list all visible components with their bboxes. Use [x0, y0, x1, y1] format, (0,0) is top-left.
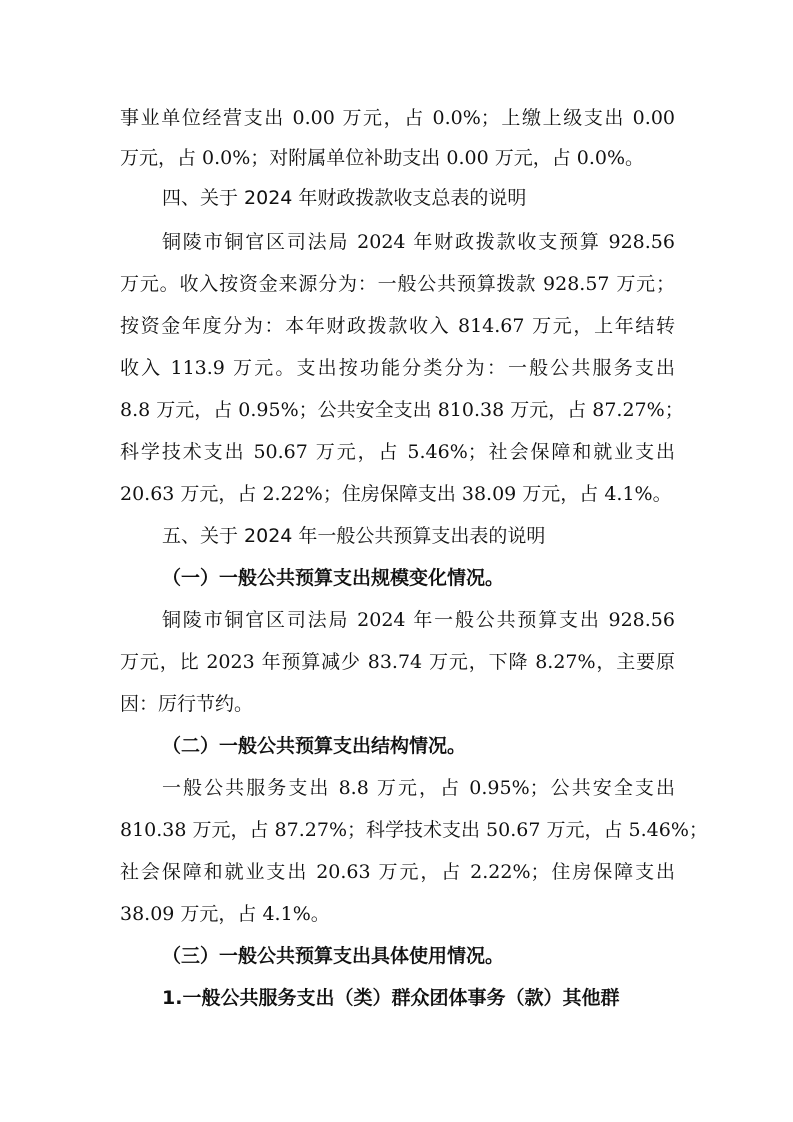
- paragraph-line: 因：厉行节约。: [120, 693, 254, 715]
- item-heading-1: 1.一般公共服务支出（类）群众团体事务（款）其他群: [162, 987, 620, 1009]
- paragraph-line: 万元，占 0.0%；对附属单位补助支出 0.00 万元，占 0.0%。: [120, 147, 645, 169]
- paragraph-line: 铜陵市铜官区司法局 2024 年一般公共预算支出 928.56: [162, 609, 675, 631]
- section-heading-4: 四、关于 2024 年财政拨款收支总表的说明: [162, 187, 527, 209]
- paragraph-line: 收入 113.9 万元。支出按功能分类分为：一般公共服务支出: [120, 357, 675, 379]
- paragraph-line: 万元。收入按资金来源分为：一般公共预算拨款 928.57 万元；: [120, 273, 675, 295]
- paragraph-line: 8.8 万元，占 0.95%；公共安全支出 810.38 万元，占 87.27%；: [120, 399, 684, 421]
- paragraph-line: 社会保障和就业支出 20.63 万元，占 2.22%；住房保障支出: [120, 861, 675, 883]
- subsection-heading-1: （一）一般公共预算支出规模变化情况。: [162, 567, 505, 589]
- subsection-heading-2: （二）一般公共预算支出结构情况。: [162, 735, 467, 757]
- paragraph-line: 科学技术支出 50.67 万元，占 5.46%；社会保障和就业支出: [120, 441, 675, 463]
- paragraph-line: 事业单位经营支出 0.00 万元，占 0.0%；上缴上级支出 0.00: [120, 107, 675, 129]
- paragraph-line: 一般公共服务支出 8.8 万元，占 0.95%；公共安全支出: [162, 777, 675, 799]
- paragraph-line: 38.09 万元，占 4.1%。: [120, 903, 330, 925]
- subsection-heading-3: （三）一般公共预算支出具体使用情况。: [162, 945, 505, 967]
- paragraph-line: 铜陵市铜官区司法局 2024 年财政拨款收支预算 928.56: [162, 231, 675, 253]
- paragraph-line: 万元，比 2023 年预算减少 83.74 万元，下降 8.27%，主要原: [120, 651, 675, 673]
- paragraph-line: 按资金年度分为：本年财政拨款收入 814.67 万元，上年结转: [120, 315, 675, 337]
- section-heading-5: 五、关于 2024 年一般公共预算支出表的说明: [162, 525, 546, 547]
- paragraph-line: 20.63 万元，占 2.22%；住房保障支出 38.09 万元，占 4.1%。: [120, 483, 672, 505]
- paragraph-line: 810.38 万元，占 87.27%；科学技术支出 50.67 万元，占 5.46%；: [120, 819, 708, 841]
